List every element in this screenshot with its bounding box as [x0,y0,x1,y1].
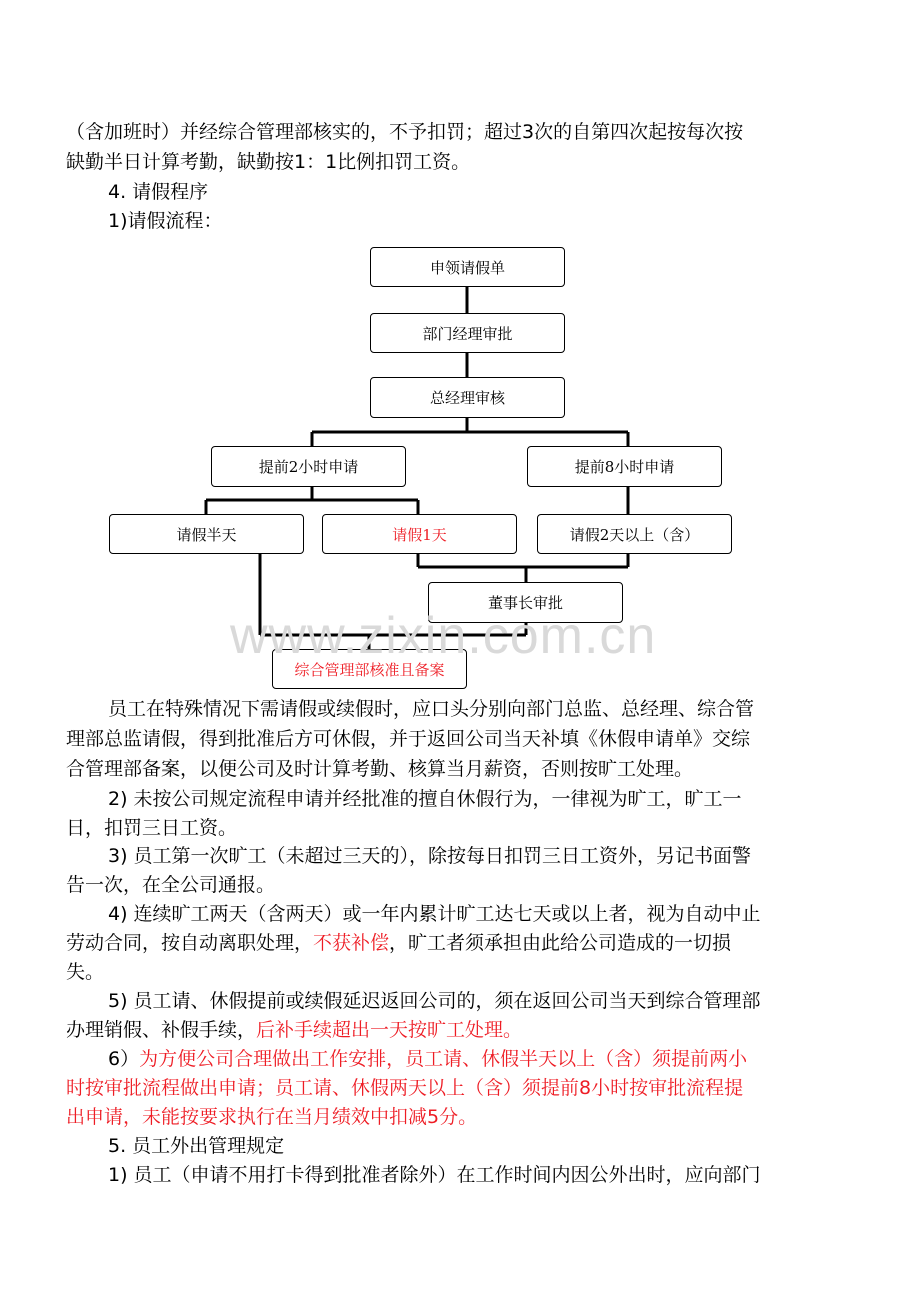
paragraph-line: 缺勤半日计算考勤，缺勤按1：1比例扣罚工资。 [66,151,471,173]
paragraph-line: （含加班时）并经综合管理部核实的，不予扣罚；超过3次的自第四次起按每次按 [66,121,744,143]
flow-box-one-day: 请假1天 [322,514,517,554]
subheading-leave-flow: 1)请假流程： [108,210,223,232]
paragraph-line: 告一次，在全公司通报。 [66,874,276,896]
flow-box-apply: 申领请假单 [370,247,565,287]
watermark: www.zixin.com.cn [230,607,657,665]
paragraph-line: 5) 员工请、休假提前或续假延迟返回公司的，须在返回公司当天到综合管理部 [108,990,761,1012]
text-span: 6） [108,1048,140,1070]
flow-box-dept-approval: 部门经理审批 [370,313,565,353]
paragraph-line: 2) 未按公司规定流程申请并经批准的擅自休假行为，一律视为旷工，旷工一 [108,788,742,810]
flow-box-gm-review: 总经理审核 [370,377,565,418]
flow-box-chairman-approval: 董事长审批 [428,582,623,623]
highlight-text: 不获补偿 [313,932,390,954]
paragraph-line [108,1044,898,1074]
flow-box-advance-2h: 提前2小时申请 [211,446,406,487]
paragraph-line: 员工在特殊情况下需请假或续假时，应口头分别向部门总监、总经理、综合管 [108,698,755,720]
paragraph-line [66,928,856,958]
text-span: ，旷工者须承担由此给公司造成的一切损 [389,932,732,954]
text-span: 劳动合同，按自动离职处理， [66,932,314,954]
paragraph-line: 时按审批流程做出申请；员工请、休假两天以上（含）须提前8小时按审批流程提 [66,1077,744,1099]
section-heading-4: 4. 请假程序 [108,181,209,203]
paragraph-line: 4) 连续旷工两天（含两天）或一年内累计旷工达七天或以上者，视为自动中止 [108,903,761,925]
flow-box-advance-8h: 提前8小时申请 [527,446,722,487]
paragraph-line: 出申请，未能按要求执行在当月绩效中扣减5分。 [66,1106,478,1128]
flow-box-half-day: 请假半天 [109,514,304,554]
section-heading-5: 5. 员工外出管理规定 [108,1135,285,1157]
flow-box-two-days-plus: 请假2天以上（含） [537,514,732,554]
flow-box-admin-filing: 综合管理部核准且备案 [272,649,467,689]
paragraph-line: 失。 [66,961,105,983]
highlight-text: 后补手续超出一天按旷工处理。 [256,1019,523,1041]
paragraph-line [66,1015,856,1045]
paragraph-line: 3) 员工第一次旷工（未超过三天的），除按每日扣罚三日工资外，另记书面警 [108,845,752,867]
paragraph-line: 理部总监请假，得到批准后方可休假，并于返回公司当天补填《休假申请单》交综 [66,728,751,750]
paragraph-line: 合管理部备案，以便公司及时计算考勤、核算当月薪资，否则按旷工处理。 [66,758,694,780]
highlight-text: 为方便公司合理做出工作安排，员工请、休假半天以上（含）须提前两小 [139,1048,748,1070]
text-span: 办理销假、补假手续， [66,1019,257,1041]
paragraph-line: 1) 员工（申请不用打卡得到批准者除外）在工作时间内因公外出时，应向部门 [108,1164,761,1186]
paragraph-line: 日，扣罚三日工资。 [66,817,238,839]
